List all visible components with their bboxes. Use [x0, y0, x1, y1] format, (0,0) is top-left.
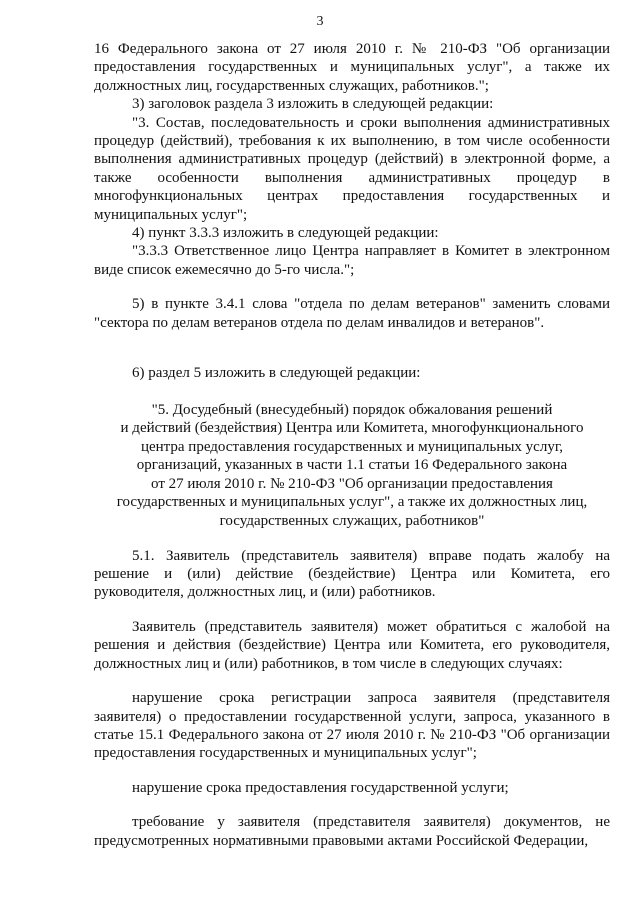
paragraph-case-deadline: нарушение срока предоставления государственной услуги;: [132, 779, 509, 796]
heading-line: государственных и муниципальных услуг", а также их должностных лиц,: [116, 494, 588, 511]
document-body: [94, 40, 610, 850]
paragraph-complaint-cases: Заявитель (представитель заявителя) может обратиться с жалобой на решения и действия (бездействие) Центра или Комитета, его руководителя, должностных лиц и (или) работников, в том числе в следующих случаях:: [94, 618, 610, 672]
section-5-heading: [94, 401, 610, 531]
heading-line: и действий (бездействия) Центра или Комитета, многофункционального: [120, 420, 584, 437]
paragraph-continuation: 16 Федерального закона от 27 июля 2010 г. № 210-ФЗ "Об организации предоставления государственных и муниципальных услуг", а также их должностных лиц, государственных служащих, работников.";: [94, 41, 610, 94]
paragraph-item-4: 4) пункт 3.3.3 изложить в следующей редакции:: [132, 225, 439, 242]
heading-line: организаций, указанных в части 1.1 статьи 16 Федерального закона: [136, 457, 568, 474]
heading-line: от 27 июля 2010 г. № 210-ФЗ "Об организации предоставления: [151, 475, 553, 492]
heading-line: центра предоставления государственных и муниципальных услуг,: [140, 438, 564, 455]
heading-line: государственных служащих, работников": [219, 513, 485, 530]
paragraph-item-6: 6) раздел 5 изложить в следующей редакции:: [132, 365, 421, 382]
paragraph-3-3-3: "3.3.3 Ответственное лицо Центра направляет в Комитет в электронном виде список ежемесячно до 5-го числа.";: [94, 243, 610, 278]
paragraph-section-3-heading: "3. Состав, последовательность и сроки выполнения административных процедур (действий), требования к их выполнению, в том числе особенности выполнения административных процедур (действий) в электронной форме, а также особенности выполнения административных процедур в многофункциональных центрах предоставления государственных и муниципальных услуг";: [94, 114, 610, 223]
paragraph-item-5: 5) в пункте 3.4.1 слова "отдела по делам ветеранов" заменить словами "сектора по делам ветеранов отдела по делам инвалидов и ветеранов".: [94, 296, 610, 331]
heading-line: "5. Досудебный (внесудебный) порядок обжалования решений: [151, 401, 553, 418]
paragraph-item-3: 3) заголовок раздела 3 изложить в следующей редакции:: [132, 96, 494, 113]
paragraph-5-1: 5.1. Заявитель (представитель заявителя) вправе подать жалобу на решение и (или) действие (бездействие) Центра или Комитета, его руководителя, должностных лиц, и (или) работников.: [94, 547, 610, 601]
paragraph-case-documents: требование у заявителя (представителя заявителя) документов, не предусмотренных нормативными правовыми актами Российской Федерации,: [94, 814, 610, 849]
page-number: 3: [316, 14, 324, 29]
paragraph-case-registration: нарушение срока регистрации запроса заявителя (представителя заявителя) о предоставлении государственной услуги, запроса, указанного в статье 15.1 Федерального закона от 27 июля 2010 г. № 210-ФЗ "Об организации предоставления государственных и муниципальных услуг";: [94, 690, 610, 762]
